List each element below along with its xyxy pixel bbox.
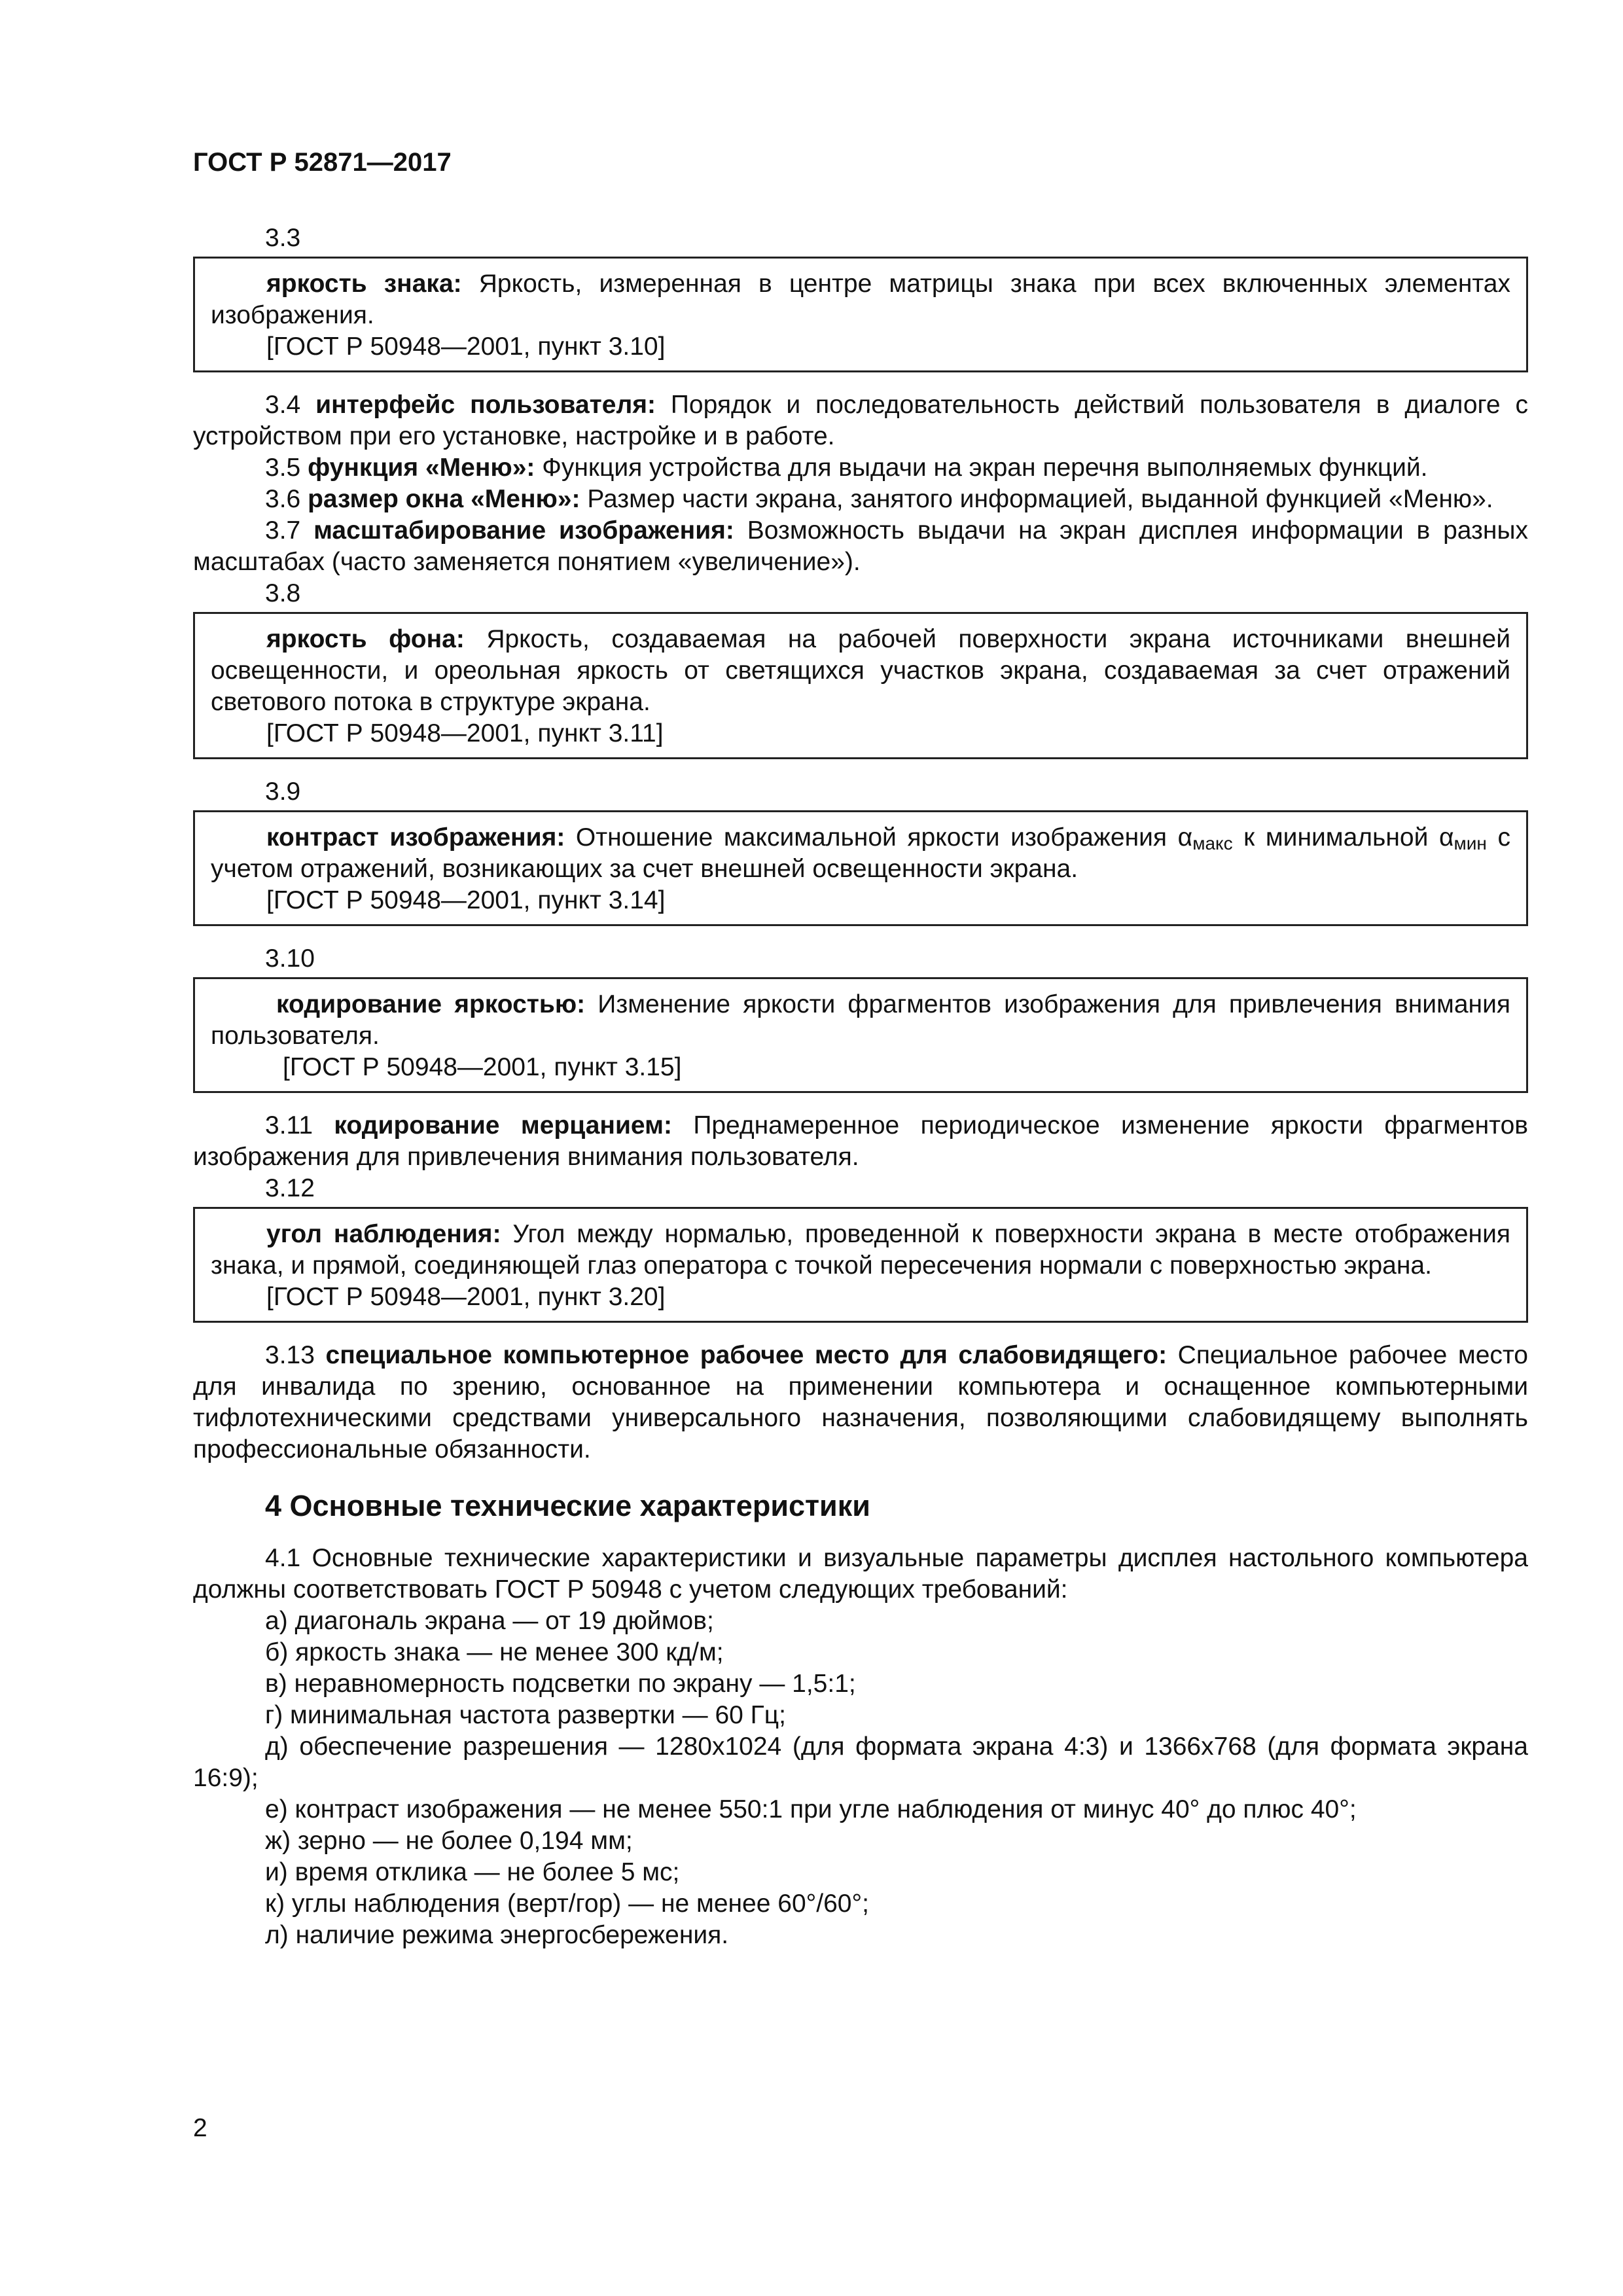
term-3-11 [193,1110,1528,1173]
term-text-3-5: Функция устройства для выдачи на экран перечня выполняемых функций. [535,454,1428,482]
term-text-3-12: Угол между нормалью, проведенной к поверхности экрана в месте отображения знака, и прямой, соединяющей глаз оператора с точкой пересечения нормали с поверхностью экрана. [211,1220,1510,1280]
term-text-3-10: Изменение яркости фрагментов изображения для привлечения внимания пользователя. [211,990,1510,1050]
term-3-13 [193,1340,1528,1465]
term-3-5 [193,452,1528,484]
term-title-3-6: размер окна «Меню»: [308,485,580,513]
term-number-3-7: 3.7 [265,516,314,545]
term-text-3-9b: к минимальной [1232,823,1439,852]
term-text-3-8: Яркость, создаваемая на рабочей поверхности экрана источниками внешней освещенности, и ореольная яркость от светящихся участков экрана, создаваемая за счет отражений светового потока в структуре экрана. [211,625,1510,716]
term-number-3-13: 3.13 [265,1341,326,1369]
requirement-item: а) диагональ экрана — от 19 дюймов; [265,1607,714,1635]
term-title-3-5: функция «Меню»: [308,454,535,482]
term-definition-3-10 [211,989,1510,1052]
term-title-3-11: кодирование мерцанием: [334,1111,672,1139]
term-reference-3-3: [ГОСТ Р 50948—2001, пункт 3.10] [266,332,666,361]
term-title-3-3: яркость знака: [266,270,462,298]
term-number-3-4: 3.4 [265,391,316,419]
requirement-item: в) неравномерность подсветки по экрану — 1,5:1; [265,1670,856,1698]
term-text-3-9a: Отношение максимальной яркости изображения [565,823,1178,852]
section-heading: 4 Основные технические характеристики [265,1489,870,1522]
subscript-min: мин [1454,833,1487,853]
term-definition-3-8 [211,624,1510,718]
term-text-3-11: Преднамеренное периодическое изменение яркости фрагментов изображения для привлечения внимания пользователя. [193,1111,1528,1171]
requirement-item: л) наличие режима энергосбережения. [265,1921,729,1949]
term-box-3-10 [193,977,1528,1093]
alpha-symbol: α [1177,823,1193,852]
requirement-item: г) минимальная частота развертки — 60 Гц; [265,1701,786,1729]
term-3-6 [193,484,1528,515]
section-intro: 4.1 Основные технические характеристики и визуальные параметры дисплея настольного компьютера должны соответствовать ГОСТ Р 50948 с учетом следующих требований: [193,1544,1528,1604]
term-title-3-4: интерфейс пользователя: [315,391,656,419]
term-title-3-13: специальное компьютерное рабочее место для слабовидящего: [325,1341,1168,1369]
term-title-3-9: контраст изображения: [266,823,565,852]
term-number-3-9: 3.9 [265,778,301,806]
term-title-3-10: кодирование яркостью: [276,990,586,1018]
requirement-item: д) обеспечение разрешения — 1280x1024 (для формата экрана 4:3) и 1366x768 (для формата экрана 16:9); [193,1732,1528,1792]
term-box-3-3 [193,257,1528,372]
term-box-3-8 [193,612,1528,759]
term-number-3-5: 3.5 [265,454,308,482]
document-body [193,223,1528,1951]
term-definition-3-9 [211,822,1510,885]
term-number-3-12: 3.12 [265,1174,315,1202]
term-text-3-6: Размер части экрана, занятого информацией, выданной функцией «Меню». [580,485,1493,513]
term-title-3-8: яркость фона: [266,625,465,653]
term-number-3-11: 3.11 [265,1111,334,1139]
requirement-item: ж) зерно — не более 0,194 мм; [265,1827,633,1855]
term-number-3-10: 3.10 [265,944,315,973]
term-title-3-12: угол наблюдения: [266,1220,501,1248]
term-definition-3-3 [211,268,1510,331]
term-text-3-9c: с учетом отражений, возникающих за счет внешней освещенности экрана. [211,823,1510,883]
requirement-item: б) яркость знака — не менее 300 кд/м; [265,1638,724,1666]
term-3-4 [193,389,1528,452]
alpha-symbol: α [1438,823,1454,852]
term-text-3-13: Специальное рабочее место для инвалида по зрению, основанное на применении компьютера и оснащенное компьютерными тифлотехническими средствами универсального назначения, позволяющими слабовидящему выполнять профессиональные обязанности. [193,1341,1528,1463]
term-text-3-3: Яркость, измеренная в центре матрицы знака при всех включенных элементах изображения. [211,270,1510,329]
term-reference-3-8: [ГОСТ Р 50948—2001, пункт 3.11] [266,719,664,747]
requirement-item: к) углы наблюдения (верт/гор) — не менее 60°/60°; [265,1890,869,1918]
term-title-3-7: масштабирование изображения: [313,516,734,545]
term-text-3-4: Порядок и последовательность действий пользователя в диалоге с устройством при его установке, настройке и в работе. [193,391,1528,450]
term-definition-3-12 [211,1219,1510,1282]
term-reference-3-12: [ГОСТ Р 50948—2001, пункт 3.20] [266,1283,666,1311]
term-number-3-3: 3.3 [265,224,301,252]
requirement-item: и) время отклика — не более 5 мс; [265,1858,680,1886]
page-number: 2 [193,2114,207,2142]
term-reference-3-10: [ГОСТ Р 50948—2001, пункт 3.15] [283,1053,682,1081]
term-box-3-12 [193,1207,1528,1323]
requirement-item: е) контраст изображения — не менее 550:1 при угле наблюдения от минус 40° до плюс 40°; [265,1795,1357,1823]
subscript-max: макс [1192,833,1233,853]
document-header: ГОСТ Р 52871—2017 [193,148,452,177]
term-reference-3-9: [ГОСТ Р 50948—2001, пункт 3.14] [266,886,666,914]
term-box-3-9 [193,810,1528,926]
term-number-3-8: 3.8 [265,579,301,607]
term-3-7 [193,515,1528,578]
term-number-3-6: 3.6 [265,485,308,513]
term-text-3-7: Возможность выдачи на экран дисплея информации в разных масштабах (часто заменяется понятием «увеличение»). [193,516,1528,576]
